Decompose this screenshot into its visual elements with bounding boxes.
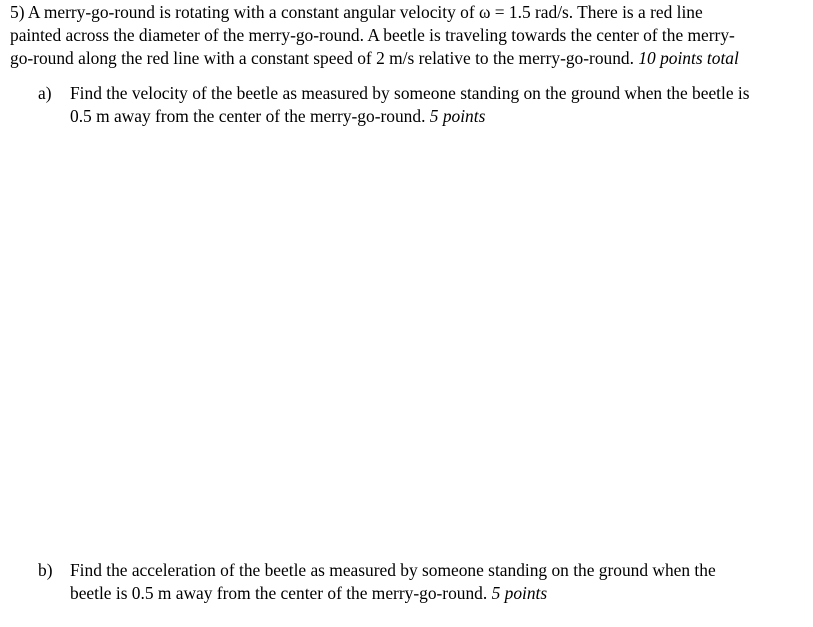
problem-line-3 — [10, 47, 806, 70]
part-b-points: 5 points — [491, 583, 548, 603]
problem-statement — [10, 1, 806, 70]
part-b-label: b) — [38, 560, 53, 580]
problem-line-2: painted across the diameter of the merry-go-round. A beetle is traveling towards the center of the merry- — [10, 25, 735, 45]
part-a-question — [70, 82, 808, 128]
part-a-label: a) — [38, 83, 52, 103]
problem-points: 10 points total — [638, 48, 739, 68]
part-b-question — [70, 559, 808, 605]
part-a-line-2 — [70, 105, 808, 128]
part-a-line-2-text: 0.5 m away from the center of the merry-go-round. — [70, 106, 426, 126]
part-a-line-1: Find the velocity of the beetle as measured by someone standing on the ground when the beetle is — [70, 83, 750, 103]
part-b-line-1: Find the acceleration of the beetle as measured by someone standing on the ground when the — [70, 560, 716, 580]
problem-line-1: 5) A merry-go-round is rotating with a constant angular velocity of ω = 1.5 rad/s. There is a red line — [10, 2, 703, 22]
part-a — [38, 82, 808, 128]
part-a-points: 5 points — [429, 106, 486, 126]
part-b — [38, 559, 808, 605]
problem-line-3-text: go-round along the red line with a constant speed of 2 m/s relative to the merry-go-round. — [10, 48, 634, 68]
part-b-line-2-text: beetle is 0.5 m away from the center of the merry-go-round. — [70, 583, 488, 603]
part-b-line-2 — [70, 582, 808, 605]
